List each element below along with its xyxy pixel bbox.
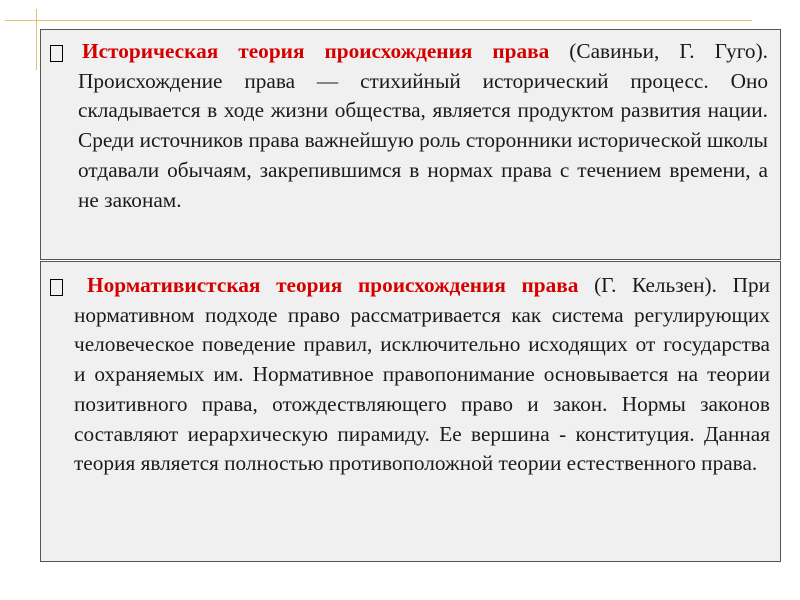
historical-theory-paragraph — [78, 37, 768, 215]
normativist-theory-body: (Г. Кельзен). При нормативном подходе право рассматривается как система регулирующих человеческое поведение правил, исключительно исходящих от государства и охраняемых им. Нормативное правопонимание основывается на теории позитивного права, отождествляющего право и закон. Нормы законов составляют иерархическую пирамиду. Ее вершина - конституция. Данная теория является полностью противоположной теории естественного права. — [74, 273, 771, 476]
historical-theory-body: (Савиньи, Г. Гуго). Происхождение права — стихийный исторический процесс. Оно складывается в ходе жизни общества, является продуктом развития нации. Среди источников права важнейшую роль сторонники исторической школы отдавали обычаям, закрепившимся в нормах права с течением времени, а не законам. — [78, 39, 768, 212]
square-bullet-icon — [50, 279, 63, 296]
decor-line-top — [5, 20, 752, 21]
historical-theory-block — [40, 29, 781, 260]
square-bullet-icon — [50, 45, 63, 62]
historical-theory-title: Историческая теория происхождения права — [82, 39, 550, 63]
decor-line-left — [36, 9, 37, 70]
normativist-theory-block — [40, 261, 781, 562]
normativist-theory-paragraph — [74, 271, 770, 479]
normativist-theory-title: Нормативистская теория происхождения права — [87, 273, 579, 297]
